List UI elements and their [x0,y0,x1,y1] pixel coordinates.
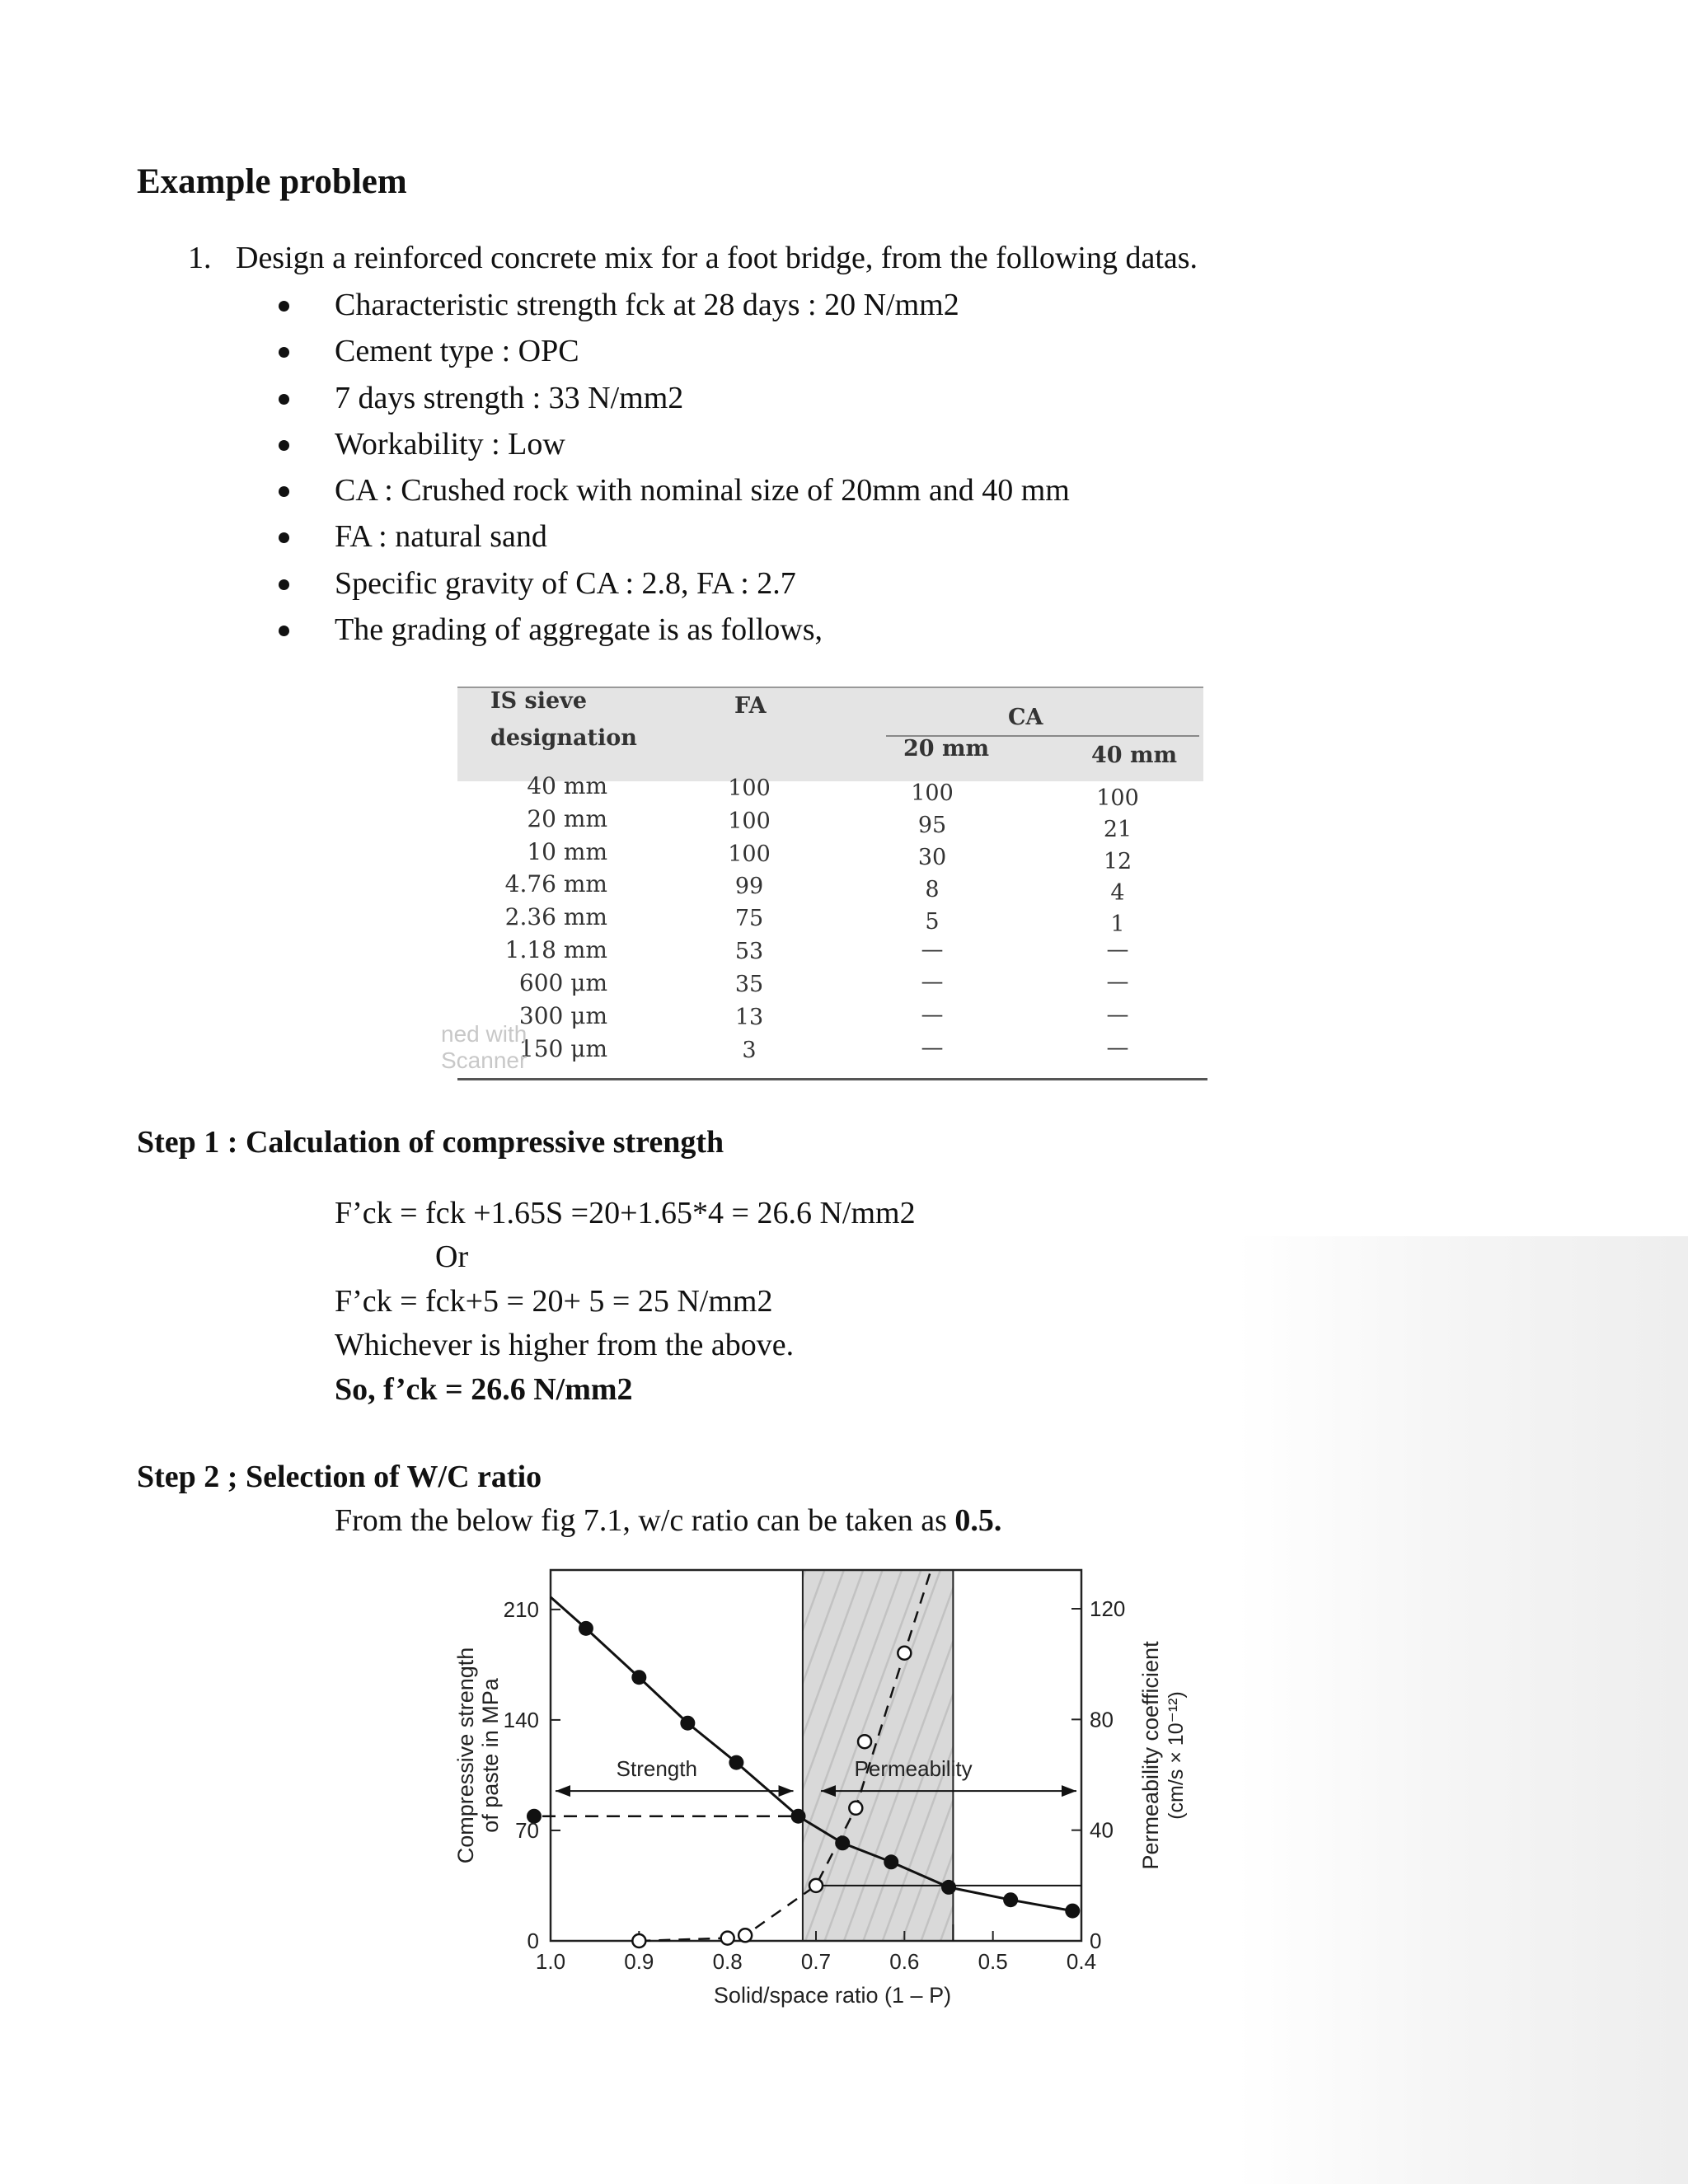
y-right-axis-title: (cm/s × 10⁻¹²) [1165,1691,1188,1820]
bullet-icon [279,347,289,358]
strength-point [1003,1892,1018,1907]
y-left-tick-label: 70 [515,1817,539,1843]
x-axis-title: Solid/space ratio (1 – P) [713,1983,952,2008]
arrow-head-icon [556,1785,570,1797]
table-cell-ca40: — [1106,1035,1129,1061]
step1-formula1: F’ck = fck +1.65S =20+1.65*4 = 26.6 N/mm2 [335,1196,916,1230]
permeability-point [738,1929,752,1942]
x-tick-label: 0.5 [978,1949,1008,1974]
permeability-point [721,1932,734,1945]
strength-annotation: Strength [616,1756,697,1782]
table-cell-sieve: 1.18 mm [504,936,607,963]
step1-or: Or [435,1240,469,1274]
step1-result: So, f’ck = 26.6 N/mm2 [335,1372,633,1407]
y-right-axis-title: Permeability coefficient [1138,1641,1163,1870]
y-left-axis-title: Compressive strength [453,1647,478,1864]
bullet-icon [279,394,289,405]
permeability-point [849,1802,862,1815]
table-cell-sieve: 300 μm [518,1002,607,1029]
strength-point [579,1621,593,1636]
table-cell-ca20: 100 [911,780,954,806]
permeability-point [858,1735,871,1748]
table-cell-fa: 3 [742,1038,757,1063]
bullet-icon [279,532,289,543]
strength-point [884,1854,898,1869]
bullet-icon [279,579,289,590]
x-tick-label: 0.7 [800,1949,832,1974]
header-fa: FA [734,693,767,719]
x-tick-label: 0.8 [712,1949,743,1974]
table-cell-fa: 99 [734,874,764,899]
scanner-watermark-line2: Scanner [441,1047,528,1073]
step1-heading: Step 1 : Calculation of compressive strength [137,1125,724,1160]
header-ca: CA [1008,705,1043,730]
wc-ratio-value: 0.5. [954,1503,1002,1538]
header-sieve-line2: designation [490,725,637,751]
step2-text: From the below fig 7.1, w/c ratio can be taken as 0.5. [335,1503,1002,1538]
header-ca-40mm: 40 mm [1091,743,1178,768]
x-tick-label: 0.6 [889,1949,920,1974]
strength-point [1065,1904,1080,1919]
table-cell-sieve: 40 mm [527,772,607,799]
table-cell-sieve: 2.36 mm [504,903,607,930]
strength-point [729,1755,743,1770]
step1-formula2: F’ck = fck+5 = 20+ 5 = 25 N/mm2 [335,1284,773,1319]
table-cell-ca20: — [921,1035,944,1061]
strength-point [631,1670,646,1685]
table-cell-fa: 53 [734,939,764,964]
table-cell-fa: 75 [734,906,764,931]
x-tick-label: 0.4 [1066,1949,1097,1974]
step1-note: Whichever is higher from the above. [335,1328,795,1362]
table-cell-ca20: 5 [925,909,940,935]
chart-svg [445,1549,1220,2027]
table-cell-ca40: — [1106,1002,1129,1028]
page-title: Example problem [137,162,407,201]
table-cell-sieve: 4.76 mm [504,870,607,898]
y-left-tick-label: 140 [503,1707,539,1732]
strength-point [680,1716,695,1731]
problem-number: 1. [188,241,212,275]
bullet-icon [279,486,289,497]
permeability-point [632,1934,645,1947]
step2-heading: Step 2 ; Selection of W/C ratio [137,1460,542,1494]
scanner-watermark-line1: ned with [441,1021,528,1047]
table-cell-sieve: 150 μm [518,1035,607,1062]
table-cell-ca40: 12 [1103,849,1132,874]
table-cell-fa: 100 [728,841,771,867]
permeability-point [809,1879,823,1892]
table-cell-ca20: 8 [925,877,940,902]
table-cell-fa: 100 [728,808,771,834]
y-right-tick-label: 40 [1090,1817,1114,1843]
y-left-tick-label: 0 [527,1929,539,1953]
y-left-axis-title: of paste in MPa [478,1678,503,1833]
table-bottom-rule [457,1078,1207,1080]
table-cell-fa: 13 [734,1005,764,1030]
table-cell-sieve: 20 mm [527,805,607,832]
x-tick-label: 0.9 [624,1949,654,1974]
table-cell-sieve: 600 μm [518,969,607,996]
bullet-icon [279,301,289,312]
table-cell-ca20: — [921,1002,944,1028]
y-left-tick-label: 210 [503,1596,539,1622]
scan-shading [1236,1236,1688,2184]
permeability-annotation: Permeability [854,1756,973,1782]
strength-permeability-chart [445,1549,1220,2027]
table-cell-ca40: 4 [1110,880,1125,906]
table-cell-fa: 35 [734,972,764,997]
header-sieve-line1: IS sieve [490,688,588,714]
x-tick-label: 1.0 [535,1949,566,1974]
table-cell-ca40: 100 [1096,785,1139,811]
table-cell-ca40: — [1106,937,1129,963]
permeability-point [898,1647,911,1660]
y-right-tick-label: 0 [1090,1929,1102,1953]
bullet-icon [279,626,289,636]
table-cell-ca40: — [1106,969,1129,995]
strength-point [835,1835,850,1850]
arrow-head-icon [779,1785,794,1797]
aggregate-grading-table [441,688,1207,1084]
table-cell-sieve: 10 mm [527,838,607,865]
table-cell-ca40: 1 [1110,912,1125,937]
table-cell-ca40: 21 [1103,817,1132,842]
table-cell-ca20: 30 [917,845,947,870]
table-cell-fa: 100 [728,776,771,801]
y-right-tick-label: 120 [1090,1596,1126,1622]
bullet-icon [279,440,289,451]
header-ca-20mm: 20 mm [903,736,990,762]
table-cell-ca20: 95 [917,813,947,838]
table-cell-ca20: — [921,969,944,995]
table-cell-ca20: — [921,937,944,963]
y-right-tick-label: 80 [1090,1707,1114,1732]
strength-point [941,1880,956,1895]
arrow-head-icon [1062,1785,1076,1797]
strength-point [791,1809,806,1824]
problem-text: Design a reinforced concrete mix for a foot bridge, from the following datas. [236,241,1198,275]
